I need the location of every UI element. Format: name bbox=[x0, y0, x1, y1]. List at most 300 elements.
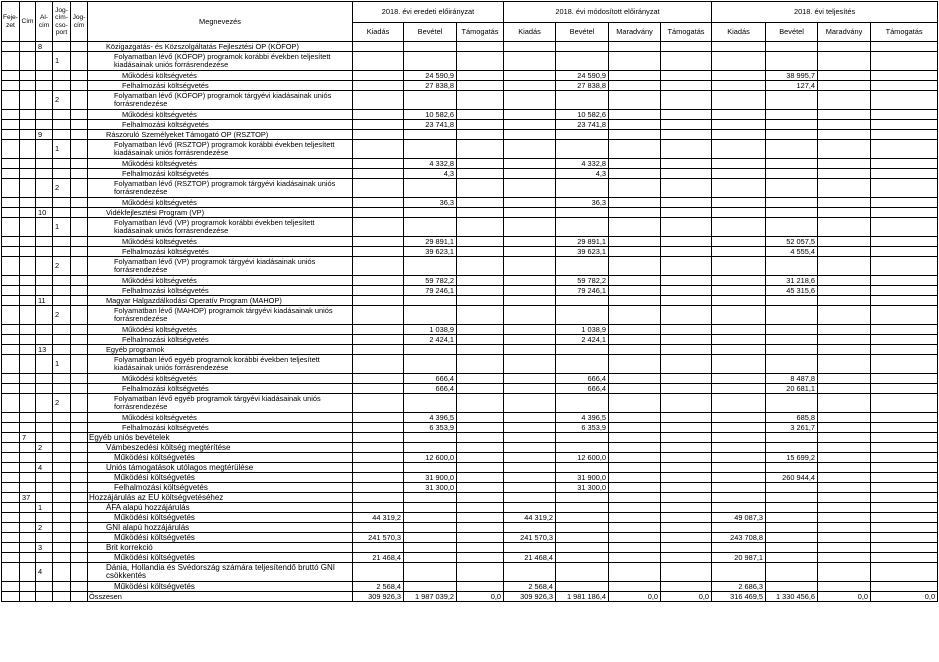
row-value bbox=[712, 453, 766, 463]
row-value bbox=[457, 384, 504, 394]
row-code bbox=[36, 533, 53, 543]
row-value bbox=[712, 394, 766, 413]
row-label: Működési költségvetés bbox=[88, 553, 353, 563]
table-row bbox=[2, 433, 938, 443]
table-row bbox=[2, 110, 938, 120]
row-label: Folyamatban lévő (RSZTOP) programok tárgyévi kiadásainak uniós forrásrendezése bbox=[88, 179, 353, 198]
row-value bbox=[766, 394, 818, 413]
row-value bbox=[712, 374, 766, 384]
row-code bbox=[36, 120, 53, 130]
row-code bbox=[71, 453, 88, 463]
table-row bbox=[2, 286, 938, 296]
row-value bbox=[609, 453, 661, 463]
row-value: 666,4 bbox=[404, 374, 457, 384]
row-value bbox=[871, 257, 938, 276]
row-label: Felhalmozási költségvetés bbox=[88, 120, 353, 130]
row-code bbox=[71, 443, 88, 453]
row-value bbox=[712, 493, 766, 503]
row-value bbox=[556, 443, 609, 453]
row-value bbox=[661, 433, 712, 443]
table-row bbox=[2, 563, 938, 582]
row-value bbox=[661, 543, 712, 553]
row-value bbox=[871, 81, 938, 91]
row-value bbox=[818, 413, 871, 423]
row-value bbox=[556, 582, 609, 592]
row-code bbox=[53, 208, 71, 218]
row-value bbox=[766, 257, 818, 276]
table-row bbox=[2, 473, 938, 483]
row-value bbox=[404, 91, 457, 110]
row-label: Folyamatban lévő (RSZTOP) programok korábbi években teljesített kiadásainak uniós forrásrendezése bbox=[88, 140, 353, 159]
row-value bbox=[609, 483, 661, 493]
row-value bbox=[457, 413, 504, 423]
row-value bbox=[871, 198, 938, 208]
row-code bbox=[71, 473, 88, 483]
row-code bbox=[71, 523, 88, 533]
row-code bbox=[20, 553, 36, 563]
table-row bbox=[2, 159, 938, 169]
row-value bbox=[609, 42, 661, 52]
row-value bbox=[504, 335, 556, 345]
row-value bbox=[353, 355, 404, 374]
row-code bbox=[71, 198, 88, 208]
row-value bbox=[504, 110, 556, 120]
row-value bbox=[353, 130, 404, 140]
row-value bbox=[353, 71, 404, 81]
total-code bbox=[2, 592, 20, 602]
row-value bbox=[609, 296, 661, 306]
row-value bbox=[353, 110, 404, 120]
row-label: Egyéb programok bbox=[88, 345, 353, 355]
row-value bbox=[457, 247, 504, 257]
row-value bbox=[609, 463, 661, 473]
row-value bbox=[457, 394, 504, 413]
row-code bbox=[53, 443, 71, 453]
row-label: Működési költségvetés bbox=[88, 374, 353, 384]
row-code bbox=[71, 582, 88, 592]
row-code bbox=[2, 473, 20, 483]
row-value: 1 038,9 bbox=[404, 325, 457, 335]
row-code bbox=[20, 443, 36, 453]
row-value bbox=[871, 296, 938, 306]
row-code bbox=[53, 286, 71, 296]
row-code bbox=[36, 374, 53, 384]
row-value bbox=[661, 286, 712, 296]
row-value: 260 944,4 bbox=[766, 473, 818, 483]
header-col: Támogatás bbox=[457, 23, 504, 42]
row-code bbox=[2, 52, 20, 71]
row-value bbox=[661, 463, 712, 473]
row-code bbox=[36, 110, 53, 120]
row-value bbox=[457, 473, 504, 483]
row-code: 9 bbox=[36, 130, 53, 140]
row-value bbox=[766, 493, 818, 503]
row-value bbox=[556, 533, 609, 543]
row-code bbox=[36, 513, 53, 523]
row-value bbox=[556, 543, 609, 553]
row-code bbox=[2, 553, 20, 563]
row-code bbox=[71, 493, 88, 503]
row-value bbox=[661, 159, 712, 169]
row-code: 1 bbox=[53, 52, 71, 71]
row-value bbox=[353, 276, 404, 286]
row-code bbox=[2, 463, 20, 473]
row-value bbox=[353, 42, 404, 52]
row-value bbox=[457, 433, 504, 443]
row-value bbox=[457, 463, 504, 473]
row-code bbox=[2, 42, 20, 52]
row-value: 6 353,9 bbox=[404, 423, 457, 433]
row-value bbox=[818, 345, 871, 355]
row-value bbox=[818, 42, 871, 52]
row-value bbox=[404, 394, 457, 413]
row-value bbox=[504, 503, 556, 513]
row-code bbox=[20, 355, 36, 374]
row-value bbox=[457, 237, 504, 247]
row-code bbox=[71, 513, 88, 523]
total-value: 1 981 186,4 bbox=[556, 592, 609, 602]
row-value bbox=[404, 130, 457, 140]
row-code bbox=[53, 493, 71, 503]
row-value bbox=[871, 523, 938, 533]
row-value bbox=[712, 384, 766, 394]
row-value: 45 315,6 bbox=[766, 286, 818, 296]
row-value: 20 681,1 bbox=[766, 384, 818, 394]
row-value bbox=[609, 130, 661, 140]
row-value bbox=[871, 71, 938, 81]
row-value bbox=[609, 423, 661, 433]
row-code: 2 bbox=[36, 523, 53, 533]
row-value bbox=[712, 443, 766, 453]
table-row bbox=[2, 374, 938, 384]
row-value bbox=[818, 453, 871, 463]
row-code bbox=[20, 325, 36, 335]
row-value bbox=[504, 257, 556, 276]
row-value bbox=[353, 286, 404, 296]
row-code bbox=[20, 394, 36, 413]
row-value bbox=[556, 306, 609, 325]
row-value: 666,4 bbox=[556, 374, 609, 384]
row-value bbox=[609, 159, 661, 169]
row-value bbox=[609, 286, 661, 296]
row-code bbox=[71, 120, 88, 130]
row-code: 8 bbox=[36, 42, 53, 52]
row-value bbox=[504, 543, 556, 553]
row-value: 49 087,3 bbox=[712, 513, 766, 523]
row-value bbox=[661, 553, 712, 563]
row-value bbox=[871, 218, 938, 237]
row-value: 31 218,6 bbox=[766, 276, 818, 286]
row-code bbox=[71, 543, 88, 553]
row-value bbox=[818, 208, 871, 218]
row-value bbox=[818, 91, 871, 110]
row-value: 8 487,8 bbox=[766, 374, 818, 384]
row-value bbox=[504, 413, 556, 423]
row-code bbox=[20, 52, 36, 71]
row-label: Folyamatban lévő (VP) programok korábbi években teljesített kiadásainak uniós forrásrendezése bbox=[88, 218, 353, 237]
row-code bbox=[53, 335, 71, 345]
row-label: Működési költségvetés bbox=[88, 473, 353, 483]
row-value bbox=[457, 513, 504, 523]
row-value bbox=[457, 493, 504, 503]
row-value bbox=[353, 91, 404, 110]
row-label: ÁFA alapú hozzájárulás bbox=[88, 503, 353, 513]
row-value bbox=[871, 493, 938, 503]
row-value bbox=[766, 513, 818, 523]
row-value bbox=[871, 169, 938, 179]
row-value bbox=[712, 237, 766, 247]
row-value bbox=[457, 563, 504, 582]
row-label: Folyamatban lévő egyéb programok tárgyévi kiadásainak uniós forrásrendezése bbox=[88, 394, 353, 413]
row-value bbox=[353, 394, 404, 413]
row-value bbox=[457, 503, 504, 513]
row-label: Felhalmozási költségvetés bbox=[88, 423, 353, 433]
row-value bbox=[712, 208, 766, 218]
row-code bbox=[2, 159, 20, 169]
row-code: 2 bbox=[53, 394, 71, 413]
row-value bbox=[818, 384, 871, 394]
row-code bbox=[2, 345, 20, 355]
row-value bbox=[661, 42, 712, 52]
row-code bbox=[2, 503, 20, 513]
row-value bbox=[712, 140, 766, 159]
row-code bbox=[71, 296, 88, 306]
row-code bbox=[71, 394, 88, 413]
row-value bbox=[504, 345, 556, 355]
row-code bbox=[71, 286, 88, 296]
row-value bbox=[661, 52, 712, 71]
row-code bbox=[2, 453, 20, 463]
row-value bbox=[766, 443, 818, 453]
row-value bbox=[818, 374, 871, 384]
row-value bbox=[766, 52, 818, 71]
row-value bbox=[504, 218, 556, 237]
total-code bbox=[53, 592, 71, 602]
row-value bbox=[818, 306, 871, 325]
row-value: 39 623,1 bbox=[556, 247, 609, 257]
row-code bbox=[71, 276, 88, 286]
row-label: Vidékfejlesztési Program (VP) bbox=[88, 208, 353, 218]
row-value bbox=[609, 257, 661, 276]
table-row bbox=[2, 582, 938, 592]
row-value bbox=[457, 374, 504, 384]
row-value bbox=[818, 179, 871, 198]
row-code bbox=[20, 503, 36, 513]
row-value bbox=[609, 533, 661, 543]
row-value bbox=[712, 91, 766, 110]
row-label: Felhalmozási költségvetés bbox=[88, 169, 353, 179]
row-value bbox=[818, 513, 871, 523]
row-value bbox=[766, 159, 818, 169]
row-value bbox=[818, 493, 871, 503]
row-value bbox=[404, 433, 457, 443]
table-row bbox=[2, 198, 938, 208]
row-label: Folyamatban lévő egyéb programok korábbi években teljesített kiadásainak uniós forrásrendezése bbox=[88, 355, 353, 374]
row-value bbox=[404, 463, 457, 473]
row-value bbox=[818, 71, 871, 81]
row-code bbox=[53, 563, 71, 582]
row-value: 29 891,1 bbox=[404, 237, 457, 247]
row-value bbox=[353, 159, 404, 169]
row-value bbox=[712, 257, 766, 276]
row-code bbox=[36, 483, 53, 493]
row-value bbox=[556, 493, 609, 503]
row-code bbox=[2, 533, 20, 543]
row-code bbox=[20, 483, 36, 493]
row-code bbox=[2, 384, 20, 394]
row-value bbox=[766, 218, 818, 237]
row-value bbox=[871, 533, 938, 543]
row-code bbox=[2, 140, 20, 159]
row-value bbox=[353, 218, 404, 237]
row-code bbox=[36, 306, 53, 325]
row-value bbox=[457, 140, 504, 159]
row-value bbox=[818, 473, 871, 483]
row-value bbox=[504, 81, 556, 91]
row-value bbox=[457, 42, 504, 52]
table-row bbox=[2, 169, 938, 179]
row-code bbox=[71, 130, 88, 140]
row-code bbox=[71, 81, 88, 91]
table-row bbox=[2, 179, 938, 198]
row-code bbox=[71, 71, 88, 81]
row-value bbox=[712, 413, 766, 423]
row-code bbox=[36, 257, 53, 276]
table-row bbox=[2, 513, 938, 523]
row-value bbox=[818, 553, 871, 563]
row-value: 4,3 bbox=[556, 169, 609, 179]
row-value bbox=[661, 483, 712, 493]
row-code bbox=[20, 169, 36, 179]
row-value bbox=[404, 218, 457, 237]
row-label: Működési költségvetés bbox=[88, 198, 353, 208]
row-value bbox=[766, 120, 818, 130]
row-value: 23 741,8 bbox=[556, 120, 609, 130]
row-value bbox=[457, 296, 504, 306]
row-value bbox=[871, 159, 938, 169]
row-code bbox=[20, 423, 36, 433]
row-value bbox=[504, 563, 556, 582]
table-row bbox=[2, 52, 938, 71]
row-code bbox=[36, 413, 53, 423]
row-code bbox=[2, 423, 20, 433]
row-value bbox=[609, 384, 661, 394]
row-value bbox=[661, 563, 712, 582]
row-value bbox=[712, 120, 766, 130]
row-value bbox=[871, 91, 938, 110]
row-value bbox=[871, 247, 938, 257]
row-value bbox=[766, 543, 818, 553]
row-value bbox=[818, 218, 871, 237]
row-value bbox=[609, 140, 661, 159]
row-value bbox=[818, 237, 871, 247]
row-value: 15 699,2 bbox=[766, 453, 818, 463]
row-value bbox=[353, 473, 404, 483]
row-code bbox=[2, 443, 20, 453]
table-row bbox=[2, 483, 938, 493]
total-row bbox=[2, 592, 938, 602]
row-value bbox=[609, 110, 661, 120]
row-value bbox=[353, 503, 404, 513]
row-value bbox=[871, 140, 938, 159]
row-value bbox=[609, 81, 661, 91]
row-value bbox=[504, 130, 556, 140]
row-label: Működési költségvetés bbox=[88, 237, 353, 247]
row-value bbox=[609, 198, 661, 208]
row-code bbox=[53, 553, 71, 563]
row-value bbox=[404, 345, 457, 355]
row-value bbox=[353, 296, 404, 306]
row-label: Rászoruló Személyeket Támogató OP (RSZTOP) bbox=[88, 130, 353, 140]
row-label: Felhalmozási költségvetés bbox=[88, 384, 353, 394]
row-value bbox=[871, 473, 938, 483]
row-value bbox=[609, 91, 661, 110]
row-value bbox=[504, 296, 556, 306]
row-code bbox=[53, 543, 71, 553]
row-value bbox=[712, 276, 766, 286]
row-value bbox=[661, 247, 712, 257]
row-value bbox=[871, 42, 938, 52]
row-value bbox=[871, 335, 938, 345]
row-value bbox=[818, 463, 871, 473]
row-code: 7 bbox=[20, 433, 36, 443]
row-value bbox=[556, 140, 609, 159]
row-value: 666,4 bbox=[556, 384, 609, 394]
row-value bbox=[661, 384, 712, 394]
row-value bbox=[353, 120, 404, 130]
header-group-modified: 2018. évi módosított előirányzat bbox=[504, 2, 712, 23]
row-value: 23 741,8 bbox=[404, 120, 457, 130]
row-value bbox=[661, 523, 712, 533]
row-value bbox=[353, 413, 404, 423]
row-value bbox=[404, 179, 457, 198]
row-code bbox=[2, 286, 20, 296]
row-value bbox=[556, 355, 609, 374]
row-value bbox=[353, 543, 404, 553]
row-value: 1 038,9 bbox=[556, 325, 609, 335]
row-value bbox=[504, 179, 556, 198]
row-value bbox=[818, 81, 871, 91]
row-value bbox=[609, 523, 661, 533]
row-value bbox=[353, 433, 404, 443]
row-code bbox=[2, 493, 20, 503]
row-code bbox=[71, 355, 88, 374]
row-code bbox=[2, 247, 20, 257]
row-value bbox=[457, 523, 504, 533]
row-value bbox=[661, 218, 712, 237]
table-row bbox=[2, 91, 938, 110]
row-code bbox=[71, 374, 88, 384]
total-code bbox=[20, 592, 36, 602]
row-value bbox=[353, 169, 404, 179]
table-row bbox=[2, 493, 938, 503]
row-value bbox=[609, 325, 661, 335]
row-value: 12 600,0 bbox=[404, 453, 457, 463]
row-value bbox=[353, 247, 404, 257]
row-value: 79 246,1 bbox=[404, 286, 457, 296]
row-value bbox=[766, 335, 818, 345]
row-value bbox=[353, 257, 404, 276]
header-col: Kiadás bbox=[353, 23, 404, 42]
row-value bbox=[457, 325, 504, 335]
row-value bbox=[712, 463, 766, 473]
row-value bbox=[609, 218, 661, 237]
row-value bbox=[504, 374, 556, 384]
row-value bbox=[457, 198, 504, 208]
row-value bbox=[661, 276, 712, 286]
row-value bbox=[353, 483, 404, 493]
row-value bbox=[818, 483, 871, 493]
